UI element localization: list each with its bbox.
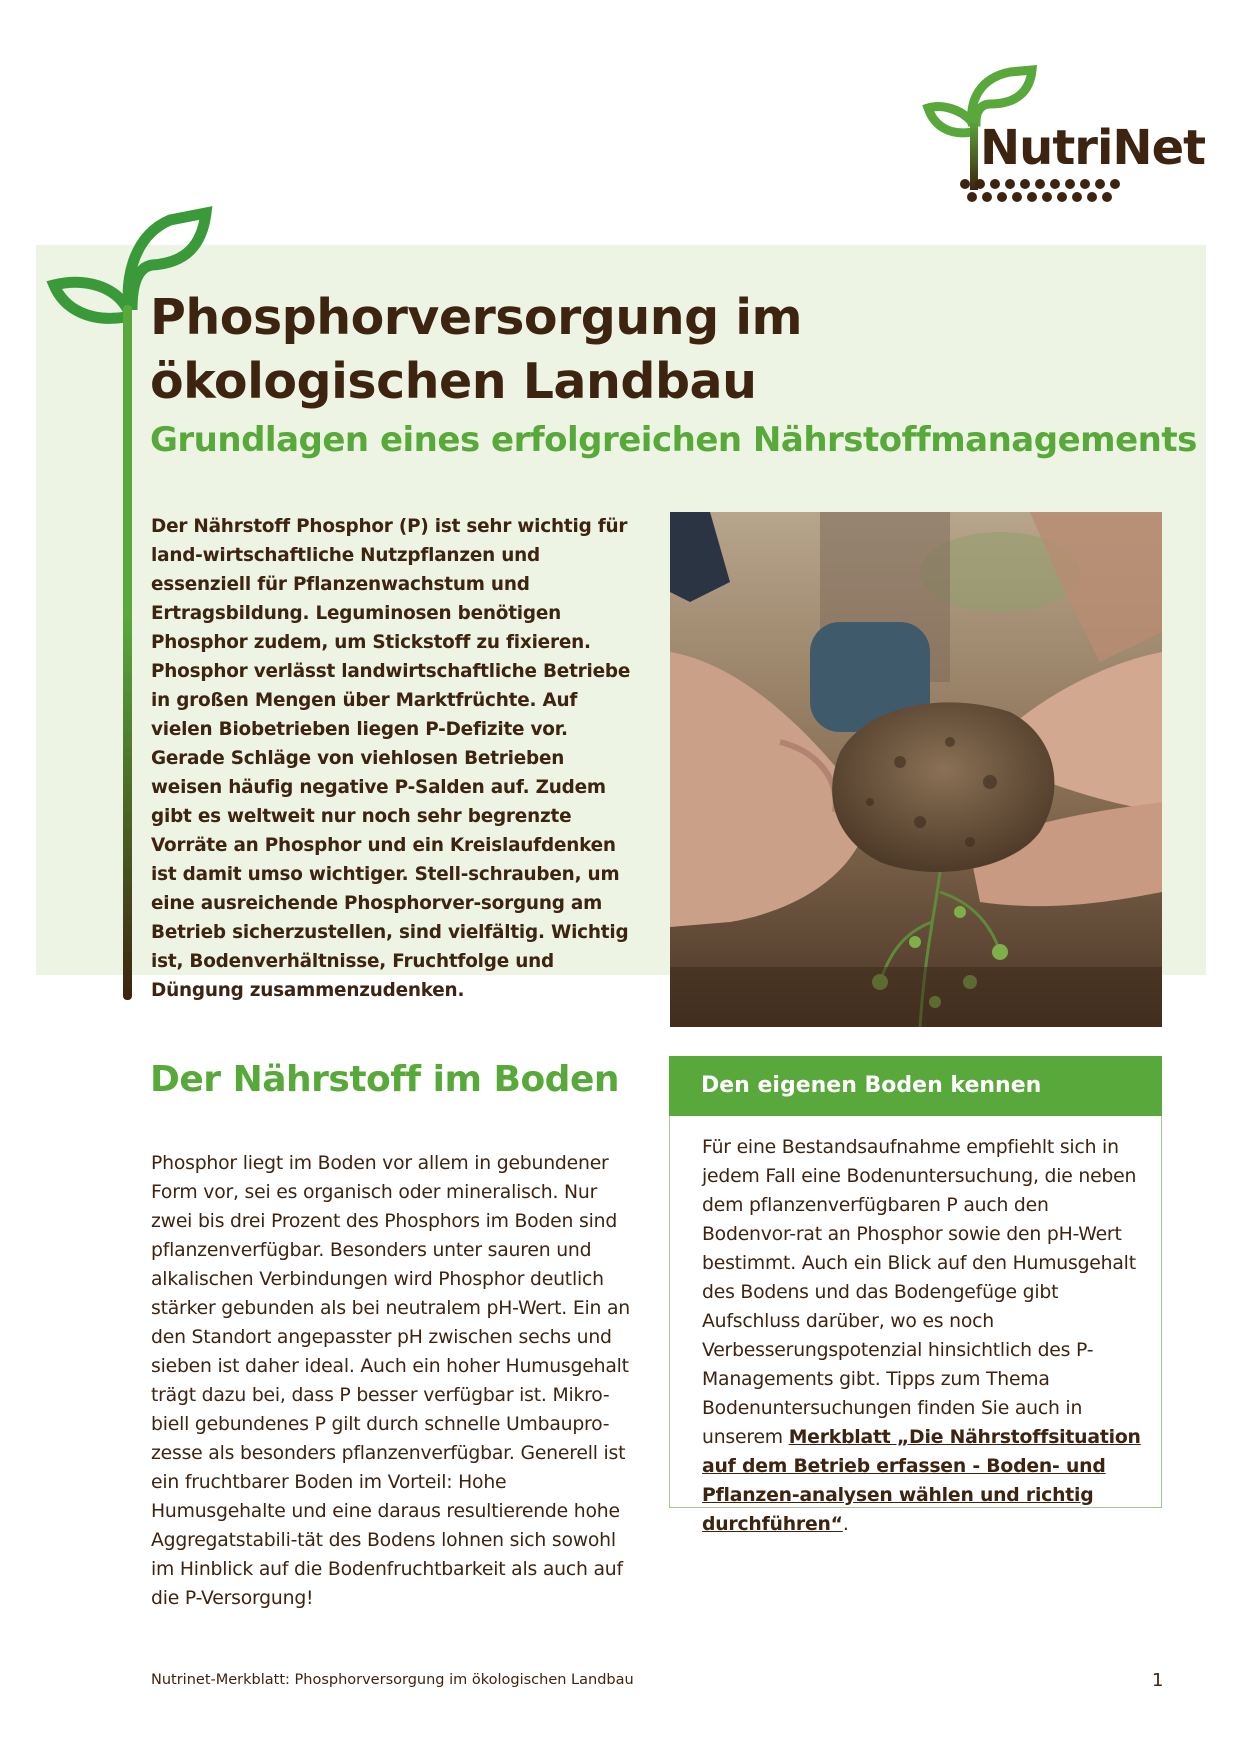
info-box-title: Den eigenen Boden kennen — [669, 1056, 1162, 1116]
section-body: Phosphor liegt im Boden vor allem in gebundener Form vor, sei es organisch oder mineralisch. Nur zwei bis drei Prozent des Phosphors im Boden sind pflanzenverfügbar. Besonders unter sauren und alkalischen Verbindungen wird Phosphor deutlich stärker gebunden als bei neutralem pH-Wert. Ein an den Standort angepasster pH zwischen sechs und sieben ist daher ideal. Auch ein hoher Humusgehalt trägt dazu bei, dass P besser verfügbar ist. Mikro-biell gebundenes P gilt durch schnelle Umbaupro-zesse als besonders pflanzenverfügbar. Generell ist ein fruchtbarer Boden im Vorteil: Hohe Humusgehalte und eine daraus resultierende hohe Aggregatstabili-tät des Bodens lohnen sich sowohl im Hinblick auf die Bodenfruchtbarkeit als auch auf die P-Versorgung! — [151, 1153, 631, 1609]
page-number: 1 — [1152, 1670, 1164, 1691]
nutrinet-logo — [920, 60, 1206, 210]
title-line-1: Phosphorversorgung im — [150, 289, 803, 346]
info-box — [669, 1056, 1162, 1535]
logo-text: NutriNet — [980, 120, 1206, 176]
info-box-body: Für eine Bestandsaufnahme empfiehlt sich in jedem Fall eine Bodenuntersuchung, die neben dem pflanzenverfügbaren P auch den Bodenvor-rat an Phosphor sowie den pH-Wert bestimmt. Auch ein Blick auf den Humusgehalt des Bodens und das Bodengefüge gibt Aufschluss darüber, wo es noch Verbesserungspotenzial hinsichtlich des P-Managements gibt. Tipps zum Thema Bodenuntersuchungen finden Sie auch in unserem — [702, 1137, 1137, 1448]
page-subtitle: Grundlagen eines erfolgreichen Nährstoffmanagements — [150, 420, 1197, 460]
soil-hands-photo — [670, 512, 1162, 1027]
page-title — [150, 286, 1050, 414]
info-box-text — [702, 1133, 1142, 1539]
info-box-end: . — [842, 1514, 849, 1535]
title-line-2: ökologischen Landbau — [150, 353, 757, 410]
merkblatt-link[interactable]: Merkblatt „Die Nährstoffsituation auf dem Betrieb erfassen - Boden- und Pflanzen-analysen wählen und richtig durchführen“ — [702, 1427, 1141, 1535]
section-title: Der Nährstoff im Boden — [150, 1059, 619, 1100]
footer-text: Nutrinet-Merkblatt: Phosphorversorgung im ökologischen Landbau — [151, 1672, 634, 1688]
intro-paragraph: Der Nährstoff Phosphor (P) ist sehr wichtig für land-wirtschaftliche Nutzpflanzen und essenziell für Pflanzenwachstum und Ertragsbildung. Leguminosen benötigen Phosphor zudem, um Stickstoff zu fixieren. Phosphor verlässt landwirtschaftliche Betriebe in großen Mengen über Marktfrüchte. Auf vielen Biobetrieben liegen P-Defizite vor. Gerade Schläge von viehlosen Betrieben weisen häufig negative P-Salden auf. Zudem gibt es weltweit nur noch sehr begrenzte Vorräte an Phosphor und ein Kreislaufdenken ist damit umso wichtiger. Stell-schrauben, um eine ausreichende Phosphorver-sorgung am Betrieb sicherzustellen, sind vielfältig. Wichtig ist, Bodenverhältnisse, Fruchtfolge und Düngung zusammenzudenken. — [151, 516, 631, 1001]
